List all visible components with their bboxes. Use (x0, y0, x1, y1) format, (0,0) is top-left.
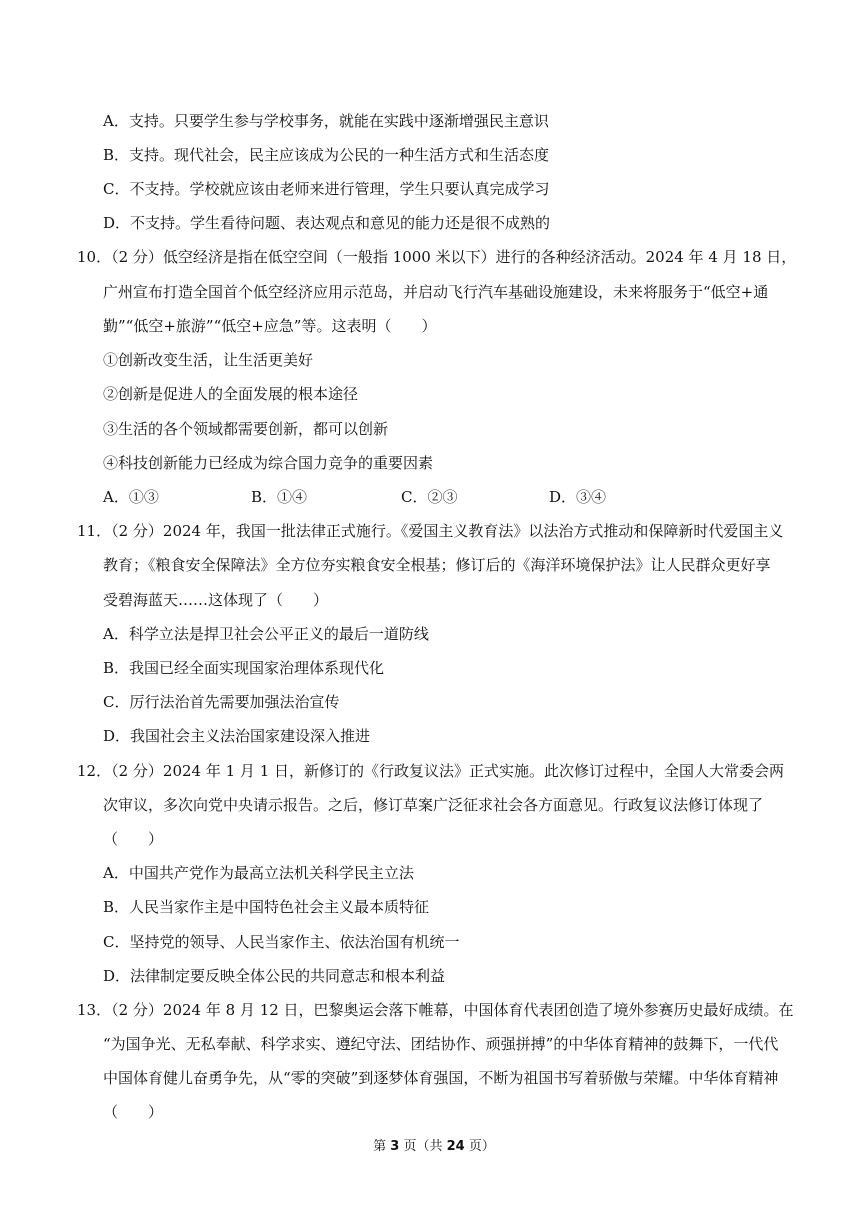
q10-statement-1: ①创新改变生活，让生活更美好 (103, 351, 314, 369)
footer-page-number: 3 (390, 1139, 400, 1154)
q10-stem-line-2: 广州宣布打造全国首个低空经济应用示范岛，并启动飞行汽车基础设施建设，未来将服务于“低空+通 (103, 283, 769, 301)
q11-option-a: A．科学立法是捍卫社会公平正义的最后一道防线 (103, 625, 429, 643)
q11-stem-line-2: 教育；《粮食安全保障法》全方位夯实粮食安全根基；修订后的《海洋环境保护法》让人民群众更好享 (103, 556, 771, 574)
q13-stem-line-4: （ ） (103, 1103, 164, 1121)
q10-statement-4: ④科技创新能力已经成为综合国力竞争的重要因素 (103, 454, 434, 472)
footer-middle: 页（共 (399, 1139, 447, 1154)
q10-statement-2: ②创新是促进人的全面发展的根本途径 (103, 385, 359, 403)
q10-option-b: B．①④ (251, 488, 308, 506)
q11-option-c: C．厉行法治首先需要加强法治宣传 (103, 693, 340, 711)
q12-option-d: D．法律制定要反映全体公民的共同意志和根本利益 (103, 967, 446, 985)
q9-option-a: A．支持。只要学生参与学校事务，就能在实践中逐渐增强民主意识 (103, 112, 549, 130)
q12-stem-line-1: 12．（2 分）2024 年 1 月 1 日，新修订的《行政复议法》正式实施。此次修订过程中，全国人大常委会两 (77, 762, 785, 780)
q9-option-d: D．不支持。学生看待问题、表达观点和意见的能力还是很不成熟的 (103, 214, 551, 232)
page-footer (0, 1137, 868, 1157)
q13-stem-line-2: “为国争光、无私奉献、科学求实、遵纪守法、团结协作、顽强拼搏”的中华体育精神的鼓舞下，一代代 (103, 1035, 779, 1053)
footer-suffix: 页） (464, 1139, 495, 1154)
footer-total-pages: 24 (446, 1139, 465, 1154)
q9-option-b: B．支持。现代社会，民主应该成为公民的一种生活方式和生活态度 (103, 146, 550, 164)
q10-stem-line-3: 勤”“低空+旅游”“低空+应急”等。这表明（ ） (103, 317, 437, 335)
footer-prefix: 第 (373, 1139, 391, 1154)
q11-stem-line-3: 受碧海蓝天……这体现了（ ） (103, 591, 329, 609)
q11-stem-line-1: 11．（2 分）2024 年，我国一批法律正式施行。《爱国主义教育法》以法治方式推动和保障新时代爱国主义 (77, 522, 784, 540)
q10-stem-line-1: 10．（2 分）低空经济是指在低空空间（一般指 1000 米以下）进行的各种经济活动。2024 年 4 月 18 日， (77, 248, 797, 266)
q11-option-b: B．我国已经全面实现国家治理体系现代化 (103, 659, 385, 677)
q12-option-a: A．中国共产党作为最高立法机关科学民主立法 (103, 864, 414, 882)
q10-option-a: A．①③ (103, 488, 159, 506)
q10-statement-3: ③生活的各个领域都需要创新，都可以创新 (103, 420, 389, 438)
q13-stem-line-1: 13．（2 分）2024 年 8 月 12 日，巴黎奥运会落下帷幕，中国体育代表团创造了境外参赛历史最好成绩。在 (77, 1001, 794, 1019)
q12-stem-line-3: （ ） (103, 830, 164, 848)
q12-option-b: B．人民当家作主是中国特色社会主义最本质特征 (103, 898, 430, 916)
q12-stem-line-2: 次审议，多次向党中央请示报告。之后，修订草案广泛征求社会各方面意见。行政复议法修订体现了 (103, 796, 764, 814)
q13-stem-line-3: 中国体育健儿奋勇争先，从“零的突破”到逐梦体育强国，不断为祖国书写着骄傲与荣耀。中华体育精神 (103, 1069, 779, 1087)
q9-option-c: C．不支持。学校就应该由老师来进行管理，学生只要认真完成学习 (103, 180, 550, 198)
q10-option-d: D．③④ (549, 488, 607, 506)
q10-option-c: C．②③ (401, 488, 458, 506)
q11-option-d: D．我国社会主义法治国家建设深入推进 (103, 727, 371, 745)
q12-option-c: C．坚持党的领导、人民当家作主、依法治国有机统一 (103, 933, 460, 951)
